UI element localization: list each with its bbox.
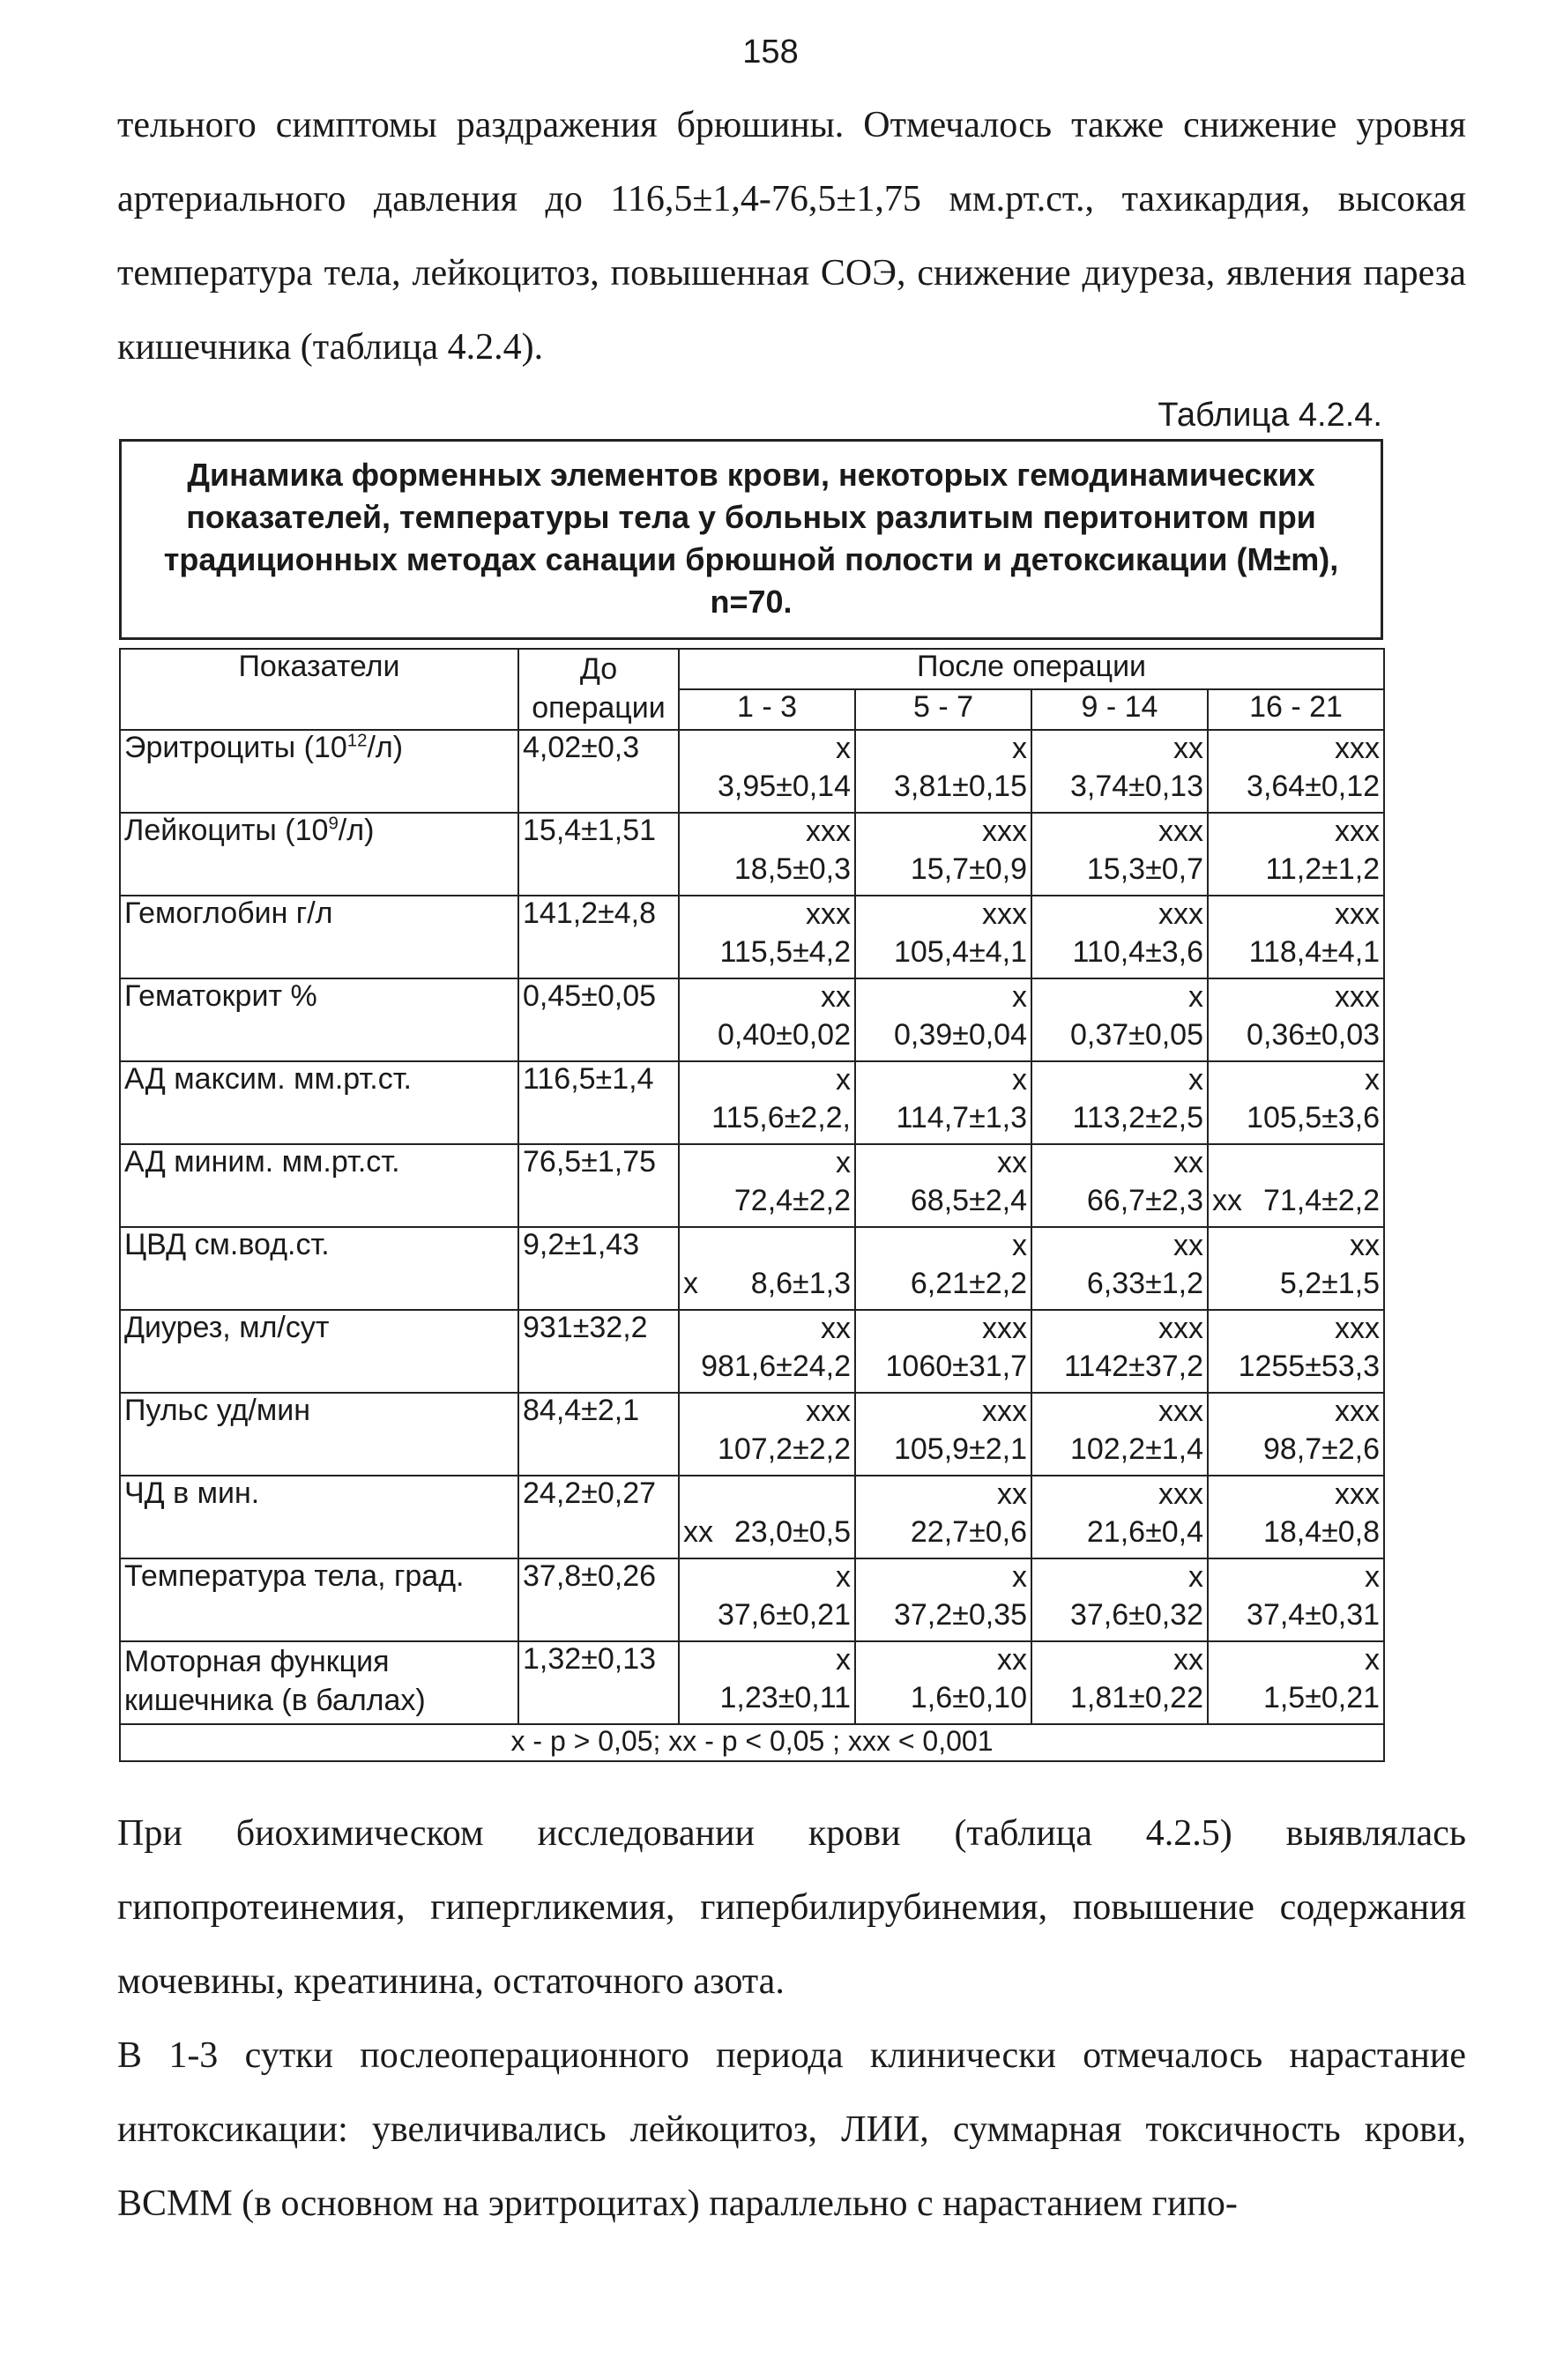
after-operation-cell (1208, 978, 1384, 1061)
significance-mark: xxx (1335, 814, 1381, 848)
before-operation-value: 116,5±1,4 (518, 1061, 679, 1144)
after-operation-value (683, 932, 851, 972)
row-indicator-name (120, 978, 518, 1061)
value-text: 5,2±1,5 (1279, 1267, 1381, 1300)
after-operation-value (1212, 1677, 1380, 1718)
after-operation-cell (1031, 896, 1208, 978)
after-operation-value (683, 1097, 851, 1138)
after-operation-value (860, 1346, 1027, 1387)
value-text: 21,6±0,4 (1086, 1515, 1203, 1549)
value-text: 118,4±4,1 (1248, 935, 1381, 969)
after-operation-value (1212, 1015, 1380, 1055)
after-operation-cell (1208, 1476, 1384, 1558)
row-indicator-name (120, 1476, 518, 1558)
value-text: 37,4±0,31 (1247, 1598, 1381, 1632)
significance-mark: x (836, 732, 851, 765)
before-operation-value: 4,02±0,3 (518, 730, 679, 813)
after-operation-cell (679, 1476, 855, 1558)
row-indicator-name (120, 1558, 518, 1641)
value-text: 114,7±1,3 (896, 1101, 1027, 1134)
value-text: 110,4±3,6 (1072, 935, 1203, 969)
after-operation-cell (1208, 896, 1384, 978)
after-operation-cell (1208, 1393, 1384, 1476)
after-operation-value (1036, 1429, 1203, 1469)
after-operation-value (1212, 1512, 1380, 1552)
row-indicator-name (120, 1393, 518, 1476)
after-operation-value (1036, 1677, 1203, 1718)
significance-mark-inline: xx (683, 1515, 713, 1549)
significance-mark: xxx (806, 1395, 851, 1428)
indicator-label: ЧД в мин. (124, 1476, 260, 1510)
header-indicator: Показатели (120, 649, 518, 730)
indicator-label: Пульс уд/мин (124, 1394, 310, 1427)
after-operation-cell (1031, 1144, 1208, 1227)
value-text: 107,2±2,2 (717, 1432, 851, 1466)
row-indicator-name (120, 1144, 518, 1227)
significance-mark: xxx (982, 1395, 1027, 1428)
page-number: 158 (742, 33, 799, 71)
significance-mark: xxx (1158, 814, 1203, 848)
after-operation-cell (1031, 1558, 1208, 1641)
after-operation-cell (679, 896, 855, 978)
table-row (120, 1227, 1384, 1310)
after-operation-value (683, 1595, 851, 1635)
before-operation-value: 1,32±0,13 (518, 1641, 679, 1724)
after-operation-value (683, 766, 851, 807)
row-indicator-name (120, 1227, 518, 1310)
significance-mark: xx (1173, 732, 1203, 765)
table-row (120, 813, 1384, 896)
after-operation-cell (1208, 1061, 1384, 1144)
after-operation-cell (679, 1558, 855, 1641)
value-text: 6,33±1,2 (1086, 1267, 1203, 1300)
after-operation-cell (1031, 813, 1208, 896)
significance-footnote: x - p > 0,05; xx - p < 0,05 ; xxx < 0,001 (120, 1724, 1384, 1761)
after-operation-value (860, 1512, 1027, 1552)
after-operation-cell (1208, 1558, 1384, 1641)
after-operation-value (1212, 766, 1380, 807)
after-operation-cell (679, 730, 855, 813)
significance-mark: xx (997, 1643, 1027, 1677)
value-text: 1,6±0,10 (910, 1681, 1027, 1714)
after-operation-value (1212, 1180, 1380, 1221)
before-operation-value: 37,8±0,26 (518, 1558, 679, 1641)
value-text: 6,21±2,2 (910, 1267, 1027, 1300)
table-caption: Динамика форменных элементов крови, некоторых гемодинамических показателей, температуры тела у больных разлитым перитонитом при традиционных методах санации брюшной полости и детоксикации (M±m), n=70. (119, 439, 1383, 640)
indicator-label: АД миним. мм.рт.ст. (124, 1145, 400, 1179)
table-row (120, 1476, 1384, 1558)
significance-mark: xxx (982, 814, 1027, 848)
after-operation-cell (1208, 1310, 1384, 1393)
after-operation-value (1036, 1263, 1203, 1304)
after-operation-value (683, 1015, 851, 1055)
indicator-label: Моторная функция (124, 1645, 390, 1678)
row-indicator-name (120, 1641, 518, 1724)
significance-mark: xxx (1158, 1395, 1203, 1428)
after-operation-value (860, 1677, 1027, 1718)
indicator-label: Температура тела, град. (124, 1559, 465, 1593)
value-text: 3,64±0,12 (1247, 770, 1381, 803)
before-operation-value: 931±32,2 (518, 1310, 679, 1393)
paragraph-intro: тельного симптомы раздражения брюшины. Отмечалось также снижение уровня артериального давления до 116,5±1,4-76,5±1,75 мм.рт.ст., тахикардия, высокая температура тела, лейкоцитоз, повышенная СОЭ, снижение диуреза, явления пареза кишечника (таблица 4.2.4). (117, 105, 1466, 368)
significance-mark: x (1012, 732, 1027, 765)
header-period: 9 - 14 (1031, 689, 1208, 730)
after-operation-cell (1031, 1310, 1208, 1393)
significance-mark (683, 1476, 851, 1512)
value-text: 8,6±1,3 (750, 1267, 851, 1300)
after-operation-value (860, 1097, 1027, 1138)
significance-mark: xxx (1335, 897, 1381, 931)
after-operation-cell (679, 1227, 855, 1310)
after-operation-value (683, 1677, 851, 1718)
after-operation-cell (855, 730, 1031, 813)
before-operation-value: 9,2±1,43 (518, 1227, 679, 1310)
after-operation-value (1036, 1512, 1203, 1552)
after-operation-cell (1031, 1641, 1208, 1724)
header-before: До операции (518, 649, 679, 730)
indicator-unit: /л) (367, 731, 404, 764)
significance-mark: xxx (1158, 1312, 1203, 1345)
indicator-label: АД максим. мм.рт.ст. (124, 1062, 412, 1096)
row-indicator-name (120, 896, 518, 978)
before-operation-value: 84,4±2,1 (518, 1393, 679, 1476)
after-operation-cell (855, 813, 1031, 896)
after-operation-value (683, 1180, 851, 1221)
significance-mark: xx (1350, 1229, 1381, 1262)
row-indicator-name (120, 813, 518, 896)
value-text: 115,6±2,2, (711, 1101, 851, 1134)
significance-mark: xxx (1335, 1312, 1381, 1345)
before-operation-value: 0,45±0,05 (518, 978, 679, 1061)
header-period: 16 - 21 (1208, 689, 1384, 730)
after-operation-value (683, 1346, 851, 1387)
significance-mark: x (1188, 1063, 1203, 1097)
significance-mark: xxx (1335, 732, 1381, 765)
value-text: 37,2±0,35 (893, 1598, 1027, 1632)
row-indicator-name (120, 1061, 518, 1144)
after-operation-value (1036, 1595, 1203, 1635)
header-period: 1 - 3 (679, 689, 855, 730)
indicator-label: Лейкоциты (10 (124, 814, 329, 847)
indicator-label-line2: кишечника (в баллах) (124, 1684, 426, 1717)
after-operation-cell (855, 1393, 1031, 1476)
significance-mark: xxx (1335, 1477, 1381, 1511)
value-text: 981,6±24,2 (701, 1350, 851, 1383)
after-operation-value (1036, 932, 1203, 972)
significance-mark: x (1012, 1560, 1027, 1594)
after-operation-cell (679, 1310, 855, 1393)
value-text: 37,6±0,21 (717, 1598, 851, 1632)
significance-mark: xx (821, 1312, 851, 1345)
value-text: 1060±31,7 (885, 1350, 1027, 1383)
significance-mark: xx (997, 1146, 1027, 1179)
indicator-exponent: 12 (346, 731, 368, 751)
after-operation-value (1036, 1015, 1203, 1055)
after-operation-value (1212, 932, 1380, 972)
significance-mark (683, 1228, 851, 1263)
after-operation-cell (679, 1061, 855, 1144)
significance-mark: xxx (806, 814, 851, 848)
significance-mark: xx (1173, 1146, 1203, 1179)
after-operation-cell (855, 1641, 1031, 1724)
after-operation-value (1212, 1595, 1380, 1635)
value-text: 0,39±0,04 (893, 1018, 1027, 1052)
value-text: 3,95±0,14 (717, 770, 851, 803)
after-operation-cell (855, 1144, 1031, 1227)
after-operation-cell (1208, 730, 1384, 813)
significance-mark: xxx (1158, 1477, 1203, 1511)
significance-mark: xx (1173, 1229, 1203, 1262)
indicator-label: Диурез, мл/сут (124, 1311, 330, 1344)
after-operation-value (860, 1015, 1027, 1055)
significance-mark: x (1012, 1063, 1027, 1097)
value-text: 18,4±0,8 (1262, 1515, 1381, 1549)
after-operation-cell (1208, 1227, 1384, 1310)
after-operation-value (1036, 1097, 1203, 1138)
value-text: 11,2±1,2 (1265, 852, 1381, 886)
after-operation-cell (855, 1310, 1031, 1393)
significance-mark: x (1188, 1560, 1203, 1594)
significance-mark: x (1012, 1229, 1027, 1262)
after-operation-cell (1208, 1641, 1384, 1724)
after-operation-value (683, 849, 851, 889)
significance-mark: xx (821, 980, 851, 1014)
value-text: 0,40±0,02 (717, 1018, 851, 1052)
paragraph-postop: В 1-3 сутки послеоперационного периода клинически отмечалось нарастание интоксикации: увеличивались лейкоцитоз, ЛИИ, суммарная токсичность крови, ВСММ (в основном на эритроцитах) параллельно с нарастанием гипо- (117, 2035, 1466, 2224)
value-text: 15,3±0,7 (1086, 852, 1203, 886)
table-row (120, 1558, 1384, 1641)
value-text: 0,37±0,05 (1069, 1018, 1203, 1052)
value-text: 37,6±0,32 (1069, 1598, 1203, 1632)
table-row (120, 896, 1384, 978)
value-text: 1,81±0,22 (1069, 1681, 1203, 1714)
before-operation-value: 24,2±0,27 (518, 1476, 679, 1558)
after-operation-value (1212, 1346, 1380, 1387)
row-indicator-name (120, 1310, 518, 1393)
significance-mark: x (1365, 1560, 1381, 1594)
significance-mark: xxx (1158, 897, 1203, 931)
header-period: 5 - 7 (855, 689, 1031, 730)
significance-mark (1212, 1145, 1380, 1180)
value-text: 15,7±0,9 (910, 852, 1027, 886)
significance-mark: xxx (806, 897, 851, 931)
value-text: 68,5±2,4 (910, 1184, 1027, 1217)
significance-mark: x (1188, 980, 1203, 1014)
after-operation-cell (679, 813, 855, 896)
table-row (120, 978, 1384, 1061)
significance-mark: xx (997, 1477, 1027, 1511)
table-row (120, 1641, 1384, 1724)
after-operation-cell (679, 1641, 855, 1724)
after-operation-value (860, 932, 1027, 972)
value-text: 1142±37,2 (1064, 1350, 1203, 1383)
after-operation-value (860, 1595, 1027, 1635)
after-operation-value (1212, 849, 1380, 889)
significance-mark: x (836, 1146, 851, 1179)
value-text: 71,4±2,2 (1262, 1184, 1381, 1217)
value-text: 3,81±0,15 (893, 770, 1027, 803)
significance-mark: xx (1173, 1643, 1203, 1677)
value-text: 3,74±0,13 (1069, 770, 1203, 803)
value-text: 22,7±0,6 (910, 1515, 1027, 1549)
after-operation-value (683, 1263, 851, 1304)
value-text: 102,2±1,4 (1069, 1432, 1203, 1466)
value-text: 98,7±2,6 (1262, 1432, 1381, 1466)
after-operation-cell (855, 978, 1031, 1061)
after-operation-value (860, 766, 1027, 807)
after-operation-cell (679, 1144, 855, 1227)
significance-mark: x (836, 1560, 851, 1594)
before-operation-value: 15,4±1,51 (518, 813, 679, 896)
after-operation-value (683, 1429, 851, 1469)
value-text: 115,5±4,2 (719, 935, 851, 969)
after-operation-cell (679, 978, 855, 1061)
after-operation-value (1036, 849, 1203, 889)
value-text: 72,4±2,2 (733, 1184, 851, 1217)
after-operation-value (860, 1429, 1027, 1469)
after-operation-cell (1031, 730, 1208, 813)
table-row (120, 1310, 1384, 1393)
after-operation-cell (1031, 1476, 1208, 1558)
indicator-exponent: 9 (328, 814, 339, 834)
indicator-unit: /л) (338, 814, 375, 847)
after-operation-cell (1208, 1144, 1384, 1227)
after-operation-cell (1031, 978, 1208, 1061)
indicator-label: Гемоглобин г/л (124, 896, 333, 930)
after-operation-cell (855, 1227, 1031, 1310)
after-operation-value (1036, 1346, 1203, 1387)
significance-mark: xxx (982, 897, 1027, 931)
row-indicator-name (120, 730, 518, 813)
significance-mark-inline: xx (1212, 1184, 1242, 1217)
after-operation-value (860, 1263, 1027, 1304)
after-operation-cell (1208, 813, 1384, 896)
after-operation-cell (855, 1558, 1031, 1641)
value-text: 105,4±4,1 (893, 935, 1027, 969)
significance-mark: x (836, 1063, 851, 1097)
after-operation-cell (1031, 1393, 1208, 1476)
after-operation-value (1036, 1180, 1203, 1221)
before-operation-value: 76,5±1,75 (518, 1144, 679, 1227)
value-text: 66,7±2,3 (1086, 1184, 1203, 1217)
value-text: 105,9±2,1 (893, 1432, 1027, 1466)
indicator-label: Гематокрит % (124, 979, 317, 1013)
significance-mark: x (836, 1643, 851, 1677)
after-operation-value (860, 849, 1027, 889)
after-operation-value (1212, 1263, 1380, 1304)
significance-mark: xxx (1335, 980, 1381, 1014)
value-text: 105,5±3,6 (1247, 1101, 1381, 1134)
after-operation-cell (855, 1061, 1031, 1144)
indicator-label: Эритроциты (10 (124, 731, 347, 764)
value-text: 0,36±0,03 (1247, 1018, 1381, 1052)
significance-mark: xxx (1335, 1395, 1381, 1428)
value-text: 1,5±0,21 (1262, 1681, 1381, 1714)
value-text: 113,2±2,5 (1072, 1101, 1203, 1134)
after-operation-value (1036, 766, 1203, 807)
indicator-label: ЦВД см.вод.ст. (124, 1228, 330, 1261)
after-operation-value (860, 1180, 1027, 1221)
data-table (119, 648, 1385, 1762)
after-operation-cell (855, 896, 1031, 978)
after-operation-value (1212, 1097, 1380, 1138)
table-label: Таблица 4.2.4. (1158, 397, 1382, 434)
significance-mark-inline: x (683, 1267, 698, 1300)
significance-mark: x (1365, 1643, 1381, 1677)
table-row (120, 1393, 1384, 1476)
after-operation-cell (1031, 1227, 1208, 1310)
after-operation-cell (1031, 1061, 1208, 1144)
before-operation-value: 141,2±4,8 (518, 896, 679, 978)
table-row (120, 730, 1384, 813)
after-operation-cell (679, 1393, 855, 1476)
table-row (120, 1144, 1384, 1227)
value-text: 1,23±0,11 (719, 1681, 851, 1714)
after-operation-value (1212, 1429, 1380, 1469)
value-text: 18,5±0,3 (733, 852, 851, 886)
after-operation-cell (855, 1476, 1031, 1558)
value-text: 1255±53,3 (1238, 1350, 1381, 1383)
significance-mark: x (1365, 1063, 1381, 1097)
table-row (120, 1061, 1384, 1144)
after-operation-value (683, 1512, 851, 1552)
significance-mark: xxx (982, 1312, 1027, 1345)
header-after: После операции (679, 649, 1384, 689)
value-text: 23,0±0,5 (733, 1515, 851, 1549)
significance-mark: x (1012, 980, 1027, 1014)
paragraph-biochem: При биохимическом исследовании крови (таблица 4.2.5) выявлялась гипопротеинемия, гипергликемия, гипербилирубинемия, повышение содержания мочевины, креатинина, остаточного азота. (117, 1813, 1466, 2002)
